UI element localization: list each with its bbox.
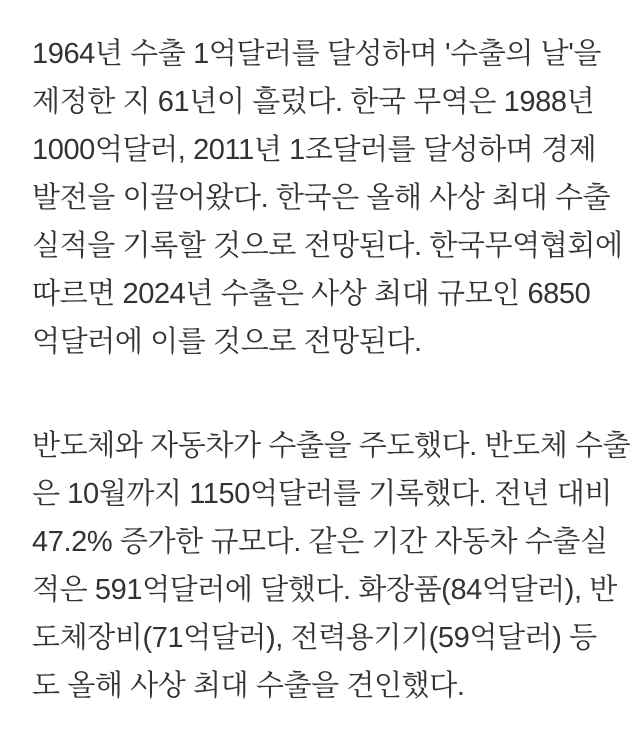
text-line: 억달러에 이를 것으로 전망된다.	[32, 326, 422, 358]
text-line: 따르면 2024년 수출은 사상 최대 규모인 6850	[32, 278, 591, 310]
text-line: 도 올해 사상 최대 수출을 견인했다.	[32, 670, 465, 702]
text-line: 1000억달러, 2011년 1조달러를 달성하며 경제	[32, 134, 597, 166]
paragraph-export-leaders	[32, 422, 631, 710]
text-line: 제정한 지 61년이 흘렀다. 한국 무역은 1988년	[32, 86, 595, 118]
text-line: 반도체와 자동차가 수출을 주도했다. 반도체 수출	[32, 430, 631, 462]
text-line: 적은 591억달러에 달했다. 화장품(84억달러), 반	[32, 574, 617, 606]
text-line: 47.2% 증가한 규모다. 같은 기간 자동차 수출실	[32, 526, 608, 558]
text-line: 1964년 수출 1억달러를 달성하며 '수출의 날'을	[32, 38, 602, 70]
paragraph-export-history	[32, 30, 623, 366]
text-line: 은 10월까지 1150억달러를 기록했다. 전년 대비	[32, 478, 612, 510]
text-line: 도체장비(71억달러), 전력용기기(59억달러) 등	[32, 622, 597, 654]
text-line: 실적을 기록할 것으로 전망된다. 한국무역협회에	[32, 230, 623, 262]
text-line: 발전을 이끌어왔다. 한국은 올해 사상 최대 수출	[32, 182, 611, 214]
